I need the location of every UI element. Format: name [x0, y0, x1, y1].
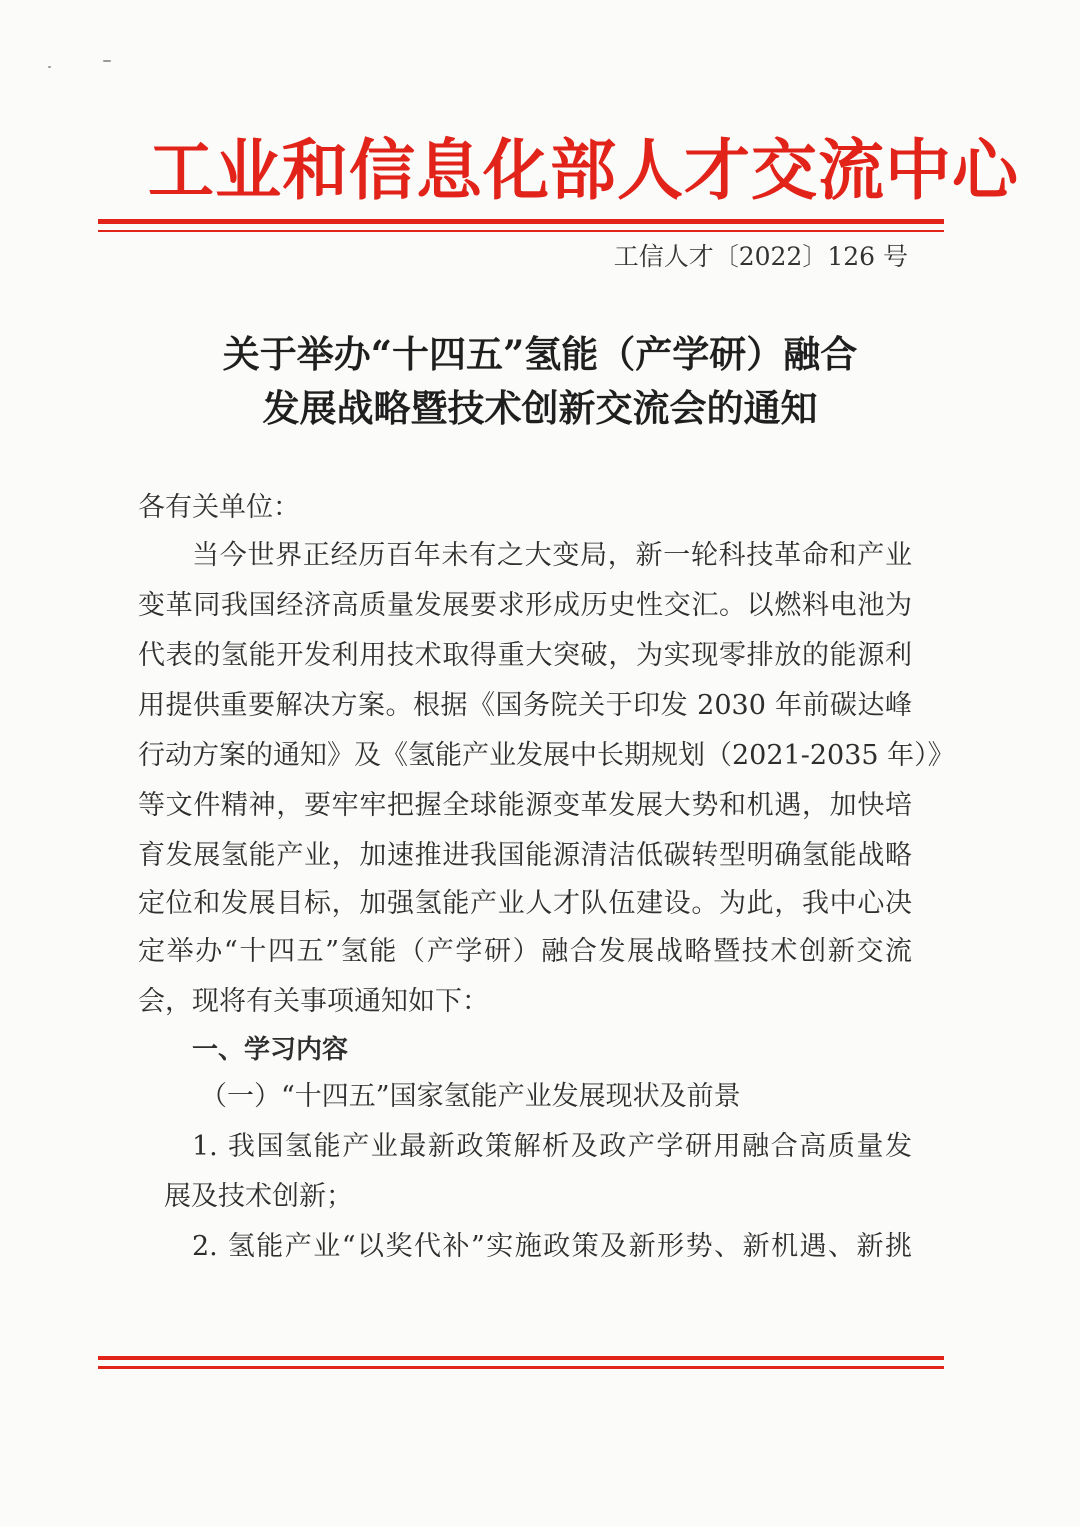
document-number: 工信人才〔2022〕126 号 — [613, 242, 908, 271]
paragraph-line: 定位和发展目标，加强氢能产业人才队伍建设。为此，我中心决 — [138, 888, 912, 919]
paragraph-line: 用提供重要解决方案。根据《国务院关于印发 2030 年前碳达峰 — [138, 690, 912, 721]
header-rule-thick — [98, 219, 944, 224]
section-heading: 一、学习内容 — [192, 1035, 349, 1065]
paragraph-line: 行动方案的通知》及《氢能产业发展中长期规划（2021-2035 年）》 — [138, 740, 955, 771]
title-line-1: 关于举办“十四五”氢能（产学研）融合 — [222, 332, 858, 376]
list-item-line: 展及技术创新； — [164, 1181, 353, 1212]
title-line-2: 发展战略暨技术创新交流会的通知 — [262, 386, 818, 430]
scan-speck — [48, 66, 51, 68]
paragraph-line: 育发展氢能产业，加速推进我国能源清洁低碳转型明确氢能战略 — [138, 840, 912, 871]
paragraph-line: 变革同我国经济高质量发展要求形成历史性交汇。以燃料电池为 — [138, 590, 912, 621]
list-item-line: 2. 氢能产业“以奖代补”实施政策及新形势、新机遇、新挑 — [192, 1231, 912, 1262]
header-rule-thin — [98, 230, 944, 232]
subsection-heading: （一）“十四五”国家氢能产业发展现状及前景 — [200, 1081, 741, 1112]
footer-rule-thick — [98, 1356, 944, 1360]
paragraph-line: 定举办“十四五”氢能（产学研）融合发展战略暨技术创新交流 — [138, 936, 912, 967]
paragraph-line: 会，现将有关事项通知如下： — [138, 986, 489, 1017]
footer-rule-thin — [98, 1366, 944, 1369]
paragraph-line: 当今世界正经历百年未有之大变局，新一轮科技革命和产业 — [192, 540, 912, 571]
paragraph-line: 等文件精神，要牢牢把握全球能源变革发展大势和机遇，加快培 — [138, 790, 912, 821]
paragraph-line: 代表的氢能开发利用技术取得重大突破，为实现零排放的能源利 — [138, 640, 912, 671]
scan-speck — [103, 60, 111, 62]
list-item-line: 1. 我国氢能产业最新政策解析及政产学研用融合高质量发 — [192, 1131, 912, 1162]
salutation: 各有关单位： — [138, 492, 300, 523]
organization-header: 工业和信息化部人才交流中心 — [148, 132, 1019, 209]
